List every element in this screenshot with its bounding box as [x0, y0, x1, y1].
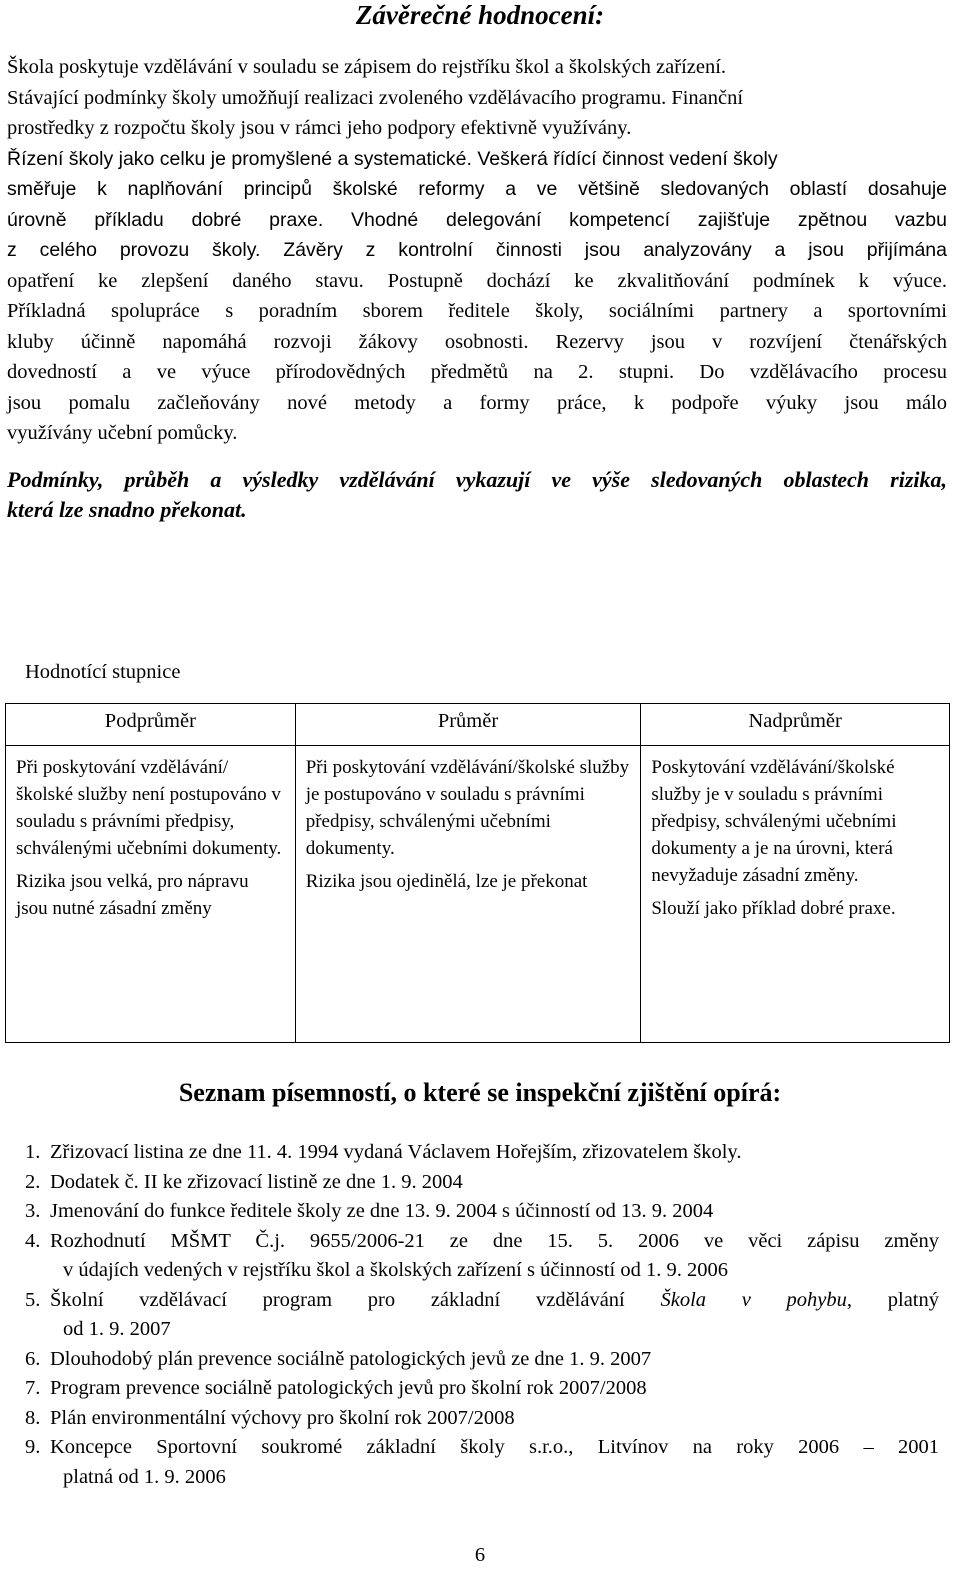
conclusion-line: která lze snadno překonat.	[7, 497, 247, 522]
list-item	[25, 1404, 939, 1434]
intro-line: Stávající podmínky školy umožňují realizaci zvoleného vzdělávacího programu. Finanční	[7, 86, 744, 109]
list-item	[25, 1227, 939, 1286]
intro-line: dovedností a ve výuce přírodovědných předmětů na 2. stupni. Do vzdělávacího procesu	[7, 361, 947, 383]
item-text: Plán environmentální výchovy pro školní rok 2007/2008	[50, 1406, 515, 1429]
intro-line: Příkladná spolupráce s poradním sborem ředitele školy, sociálními partnery a sportovními	[7, 300, 947, 322]
page-number: 6	[474, 1544, 486, 1566]
item-number: 6.	[25, 1347, 41, 1370]
documents-list	[25, 1138, 939, 1492]
header-average: Průměr	[295, 704, 641, 746]
item-text: Koncepce Sportovní soukromé základní školy s.r.o., Litvínov na roky 2006 – 2001	[50, 1436, 939, 1458]
table-header-row	[6, 704, 950, 746]
cell-risk-text: Slouží jako příklad dobré praxe.	[651, 898, 896, 919]
item-text-continued: od 1. 9. 2007	[63, 1318, 171, 1340]
cell-average	[295, 746, 641, 1043]
intro-paragraph	[7, 52, 947, 449]
item-number: 1.	[25, 1141, 41, 1163]
cell-text: Poskytování vzdělávání/školské služby je v souladu s právními předpisy, schválenými učebními dokumenty a je na úrovni, která nevyžaduje zásadní změny.	[651, 757, 897, 886]
intro-line: Řízení školy jako celku je promyšlené a systematické. Veškerá řídící činnost vedení školy	[7, 147, 778, 170]
list-item	[25, 1374, 939, 1404]
item-text-continued: platná od 1. 9. 2006	[63, 1465, 226, 1488]
intro-line: využívány učební pomůcky.	[7, 422, 238, 444]
list-item	[25, 1286, 939, 1345]
list-item	[25, 1345, 939, 1375]
item-text: Dlouhodobý plán prevence sociálně patologických jevů ze dne 1. 9. 2007	[50, 1347, 652, 1370]
conclusion-statement	[7, 465, 947, 525]
intro-line: jsou pomalu začleňovány nové metody a formy práce, k podpoře výuky jsou málo	[7, 391, 947, 414]
documents-heading: Seznam písemností, o které se inspekční zjištění opírá:	[178, 1078, 782, 1107]
list-item	[25, 1197, 939, 1227]
cell-below-average	[6, 746, 296, 1043]
page-title: Závěrečné hodnocení:	[355, 0, 605, 30]
cell-above-average	[641, 746, 950, 1043]
item-number: 3.	[25, 1200, 41, 1222]
list-item	[25, 1168, 939, 1198]
item-text-part: Školní vzdělávací program pro základní vzdělávání	[50, 1288, 625, 1311]
item-number: 9.	[25, 1436, 41, 1458]
cell-risk-text: Rizika jsou ojedinělá, lze je překonat	[305, 871, 588, 892]
item-number: 8.	[25, 1406, 41, 1429]
intro-line: opatření ke zlepšení daného stavu. Postupně dochází ke zkvalitňování podmínek k výuce.	[7, 269, 947, 292]
intro-line: Škola poskytuje vzdělávání v souladu se zápisem do rejstříku škol a školských zařízení.	[7, 56, 727, 78]
cell-text: Při poskytování vzdělávání/školské služby je postupováno v souladu s právními předpisy, schválenými učebními dokumenty.	[305, 757, 630, 859]
scale-title: Hodnotící stupnice	[25, 661, 181, 683]
item-text: Program prevence sociálně patologických jevů pro školní rok 2007/2008	[50, 1377, 647, 1399]
cell-text: Při poskytování vzdělávání/školské služby není postupováno v souladu s právními předpisy, schválenými učebními dokumenty.	[16, 757, 282, 859]
item-number: 4.	[25, 1229, 41, 1252]
item-number: 5.	[25, 1288, 41, 1311]
header-below-average: Podprůměr	[6, 704, 296, 746]
item-text: Jmenování do funkce ředitele školy ze dne 13. 9. 2004 s účinností od 13. 9. 2004	[50, 1200, 714, 1222]
intro-line: z celého provozu školy. Závěry z kontrolní činnosti jsou analyzovány a jsou přijímána	[7, 239, 947, 261]
conclusion-line: Podmínky, průběh a výsledky vzdělávání vykazují ve výše sledovaných oblastech rizika,	[7, 467, 947, 492]
intro-line: úrovně příkladu dobré praxe. Vhodné delegování kompetencí zajišťuje zpětnou vazbu	[7, 208, 947, 231]
item-text	[50, 1286, 939, 1316]
item-number: 2.	[25, 1170, 41, 1193]
header-above-average: Nadprůměr	[641, 704, 950, 746]
item-text-part: , platný	[846, 1288, 940, 1311]
rating-scale-table	[5, 703, 950, 1043]
item-text-continued: v údajích vedených v rejstříku škol a školských zařízení s účinností od 1. 9. 2006	[63, 1259, 728, 1281]
intro-line: směřuje k naplňování principů školské reformy a ve většině sledovaných oblastí dosahuje	[7, 178, 947, 200]
intro-line: prostředky z rozpočtu školy jsou v rámci jeho podpory efektivně využívány.	[7, 117, 632, 139]
item-text: Zřizovací listina ze dne 11. 4. 1994 vydaná Václavem Hořejším, zřizovatelem školy.	[50, 1141, 742, 1163]
program-name: Škola v pohybu	[660, 1288, 847, 1311]
cell-risk-text: Rizika jsou velká, pro nápravu jsou nutné zásadní změny	[16, 871, 249, 919]
list-item	[25, 1138, 939, 1168]
list-item	[25, 1433, 939, 1492]
table-row	[6, 746, 950, 1043]
intro-line: kluby účinně napomáhá rozvoji žákovy osobnosti. Rezervy jsou v rozvíjení čtenářských	[7, 330, 947, 353]
item-number: 7.	[25, 1377, 41, 1399]
item-text: Dodatek č. II ke zřizovací listině ze dne 1. 9. 2004	[50, 1170, 463, 1193]
item-text: Rozhodnutí MŠMT Č.j. 9655/2006-21 ze dne 15. 5. 2006 ve věci zápisu změny	[50, 1229, 939, 1252]
